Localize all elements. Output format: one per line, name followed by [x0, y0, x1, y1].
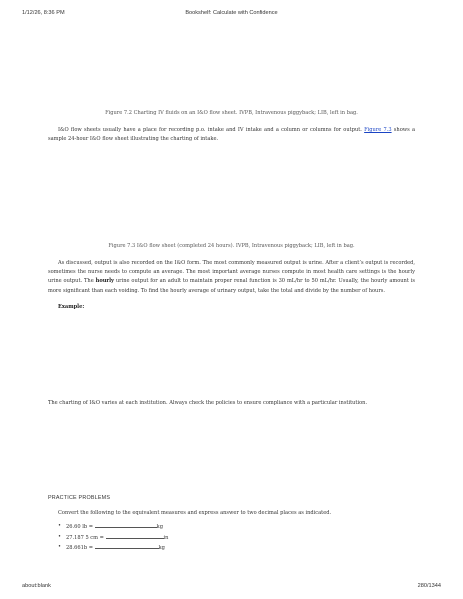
practice-problems-heading: PRACTICE PROBLEMS	[48, 495, 111, 501]
figure-7-3-caption: Figure 7.3 I&O flow sheet (completed 24 hours). IVPB, Intravenous piggyback; LIB, left in bag.	[108, 243, 355, 249]
output-text-end: urine output for an adult to maintain proper renal function is 30 mL/hr to 50 mL/hr. Usually, the hourly amount is more significant than each voiding. To find the hourly average of urinary output, take the total and divide by the number of hours.	[48, 278, 415, 294]
figure-7-2-caption: Figure 7.2 Charting IV fluids on an I&O flow sheet. IVPB, Intravenous piggyback; LIB, left in bag.	[105, 110, 358, 116]
hourly-bold-word: hourly	[95, 278, 114, 285]
practice-problem-list	[58, 521, 168, 553]
figure-7-3-link[interactable]: Figure 7.3	[364, 127, 392, 133]
intro-text-end: shows a sample 24-hour I&O flow sheet illustrating the charting of intake.	[48, 127, 415, 143]
policy-note: The charting of I&O varies at each institution. Always check the policies to ensure compliance with a particular institution.	[48, 400, 368, 406]
practice-problem-item	[58, 532, 168, 543]
intro-text-start: I&O flow sheets usually have a place for recording p.o. intake and IV intake and a column or columns for output.	[58, 127, 365, 133]
answer-blank[interactable]	[95, 542, 159, 549]
print-page-title: Bookshelf: Calculate with Confidence	[185, 10, 278, 16]
problem-question: 27.187 5 cm =	[66, 534, 106, 541]
problem-question: 26.60 lb =	[66, 524, 95, 530]
practice-problem-item	[58, 521, 168, 532]
problem-unit: kg	[158, 545, 165, 551]
practice-problem-item	[58, 542, 168, 553]
output-text-start: As discussed, output is also recorded on the I&O form. The most commonly measured output is urine. After a client’s output is recorded, sometimes the nurse needs to compute an average. The most important average nurses compute in most health care settings is the hourly urine output. The	[48, 260, 415, 285]
answer-blank[interactable]	[106, 532, 164, 539]
practice-instructions: Convert the following to the equivalent measures and express answer to two decimal places as indicated.	[58, 510, 332, 516]
print-datetime: 1/12/26, 8:36 PM	[22, 10, 65, 16]
problem-unit: kg	[156, 524, 163, 530]
output-paragraph	[48, 259, 415, 296]
answer-blank[interactable]	[95, 521, 157, 528]
print-page-number: 280/1344	[417, 583, 441, 589]
example-label: Example:	[58, 304, 85, 310]
print-url: about:blank	[22, 583, 51, 589]
intro-paragraph	[48, 126, 415, 144]
problem-question: 28.661b =	[66, 545, 95, 551]
problem-unit: in	[163, 534, 169, 541]
